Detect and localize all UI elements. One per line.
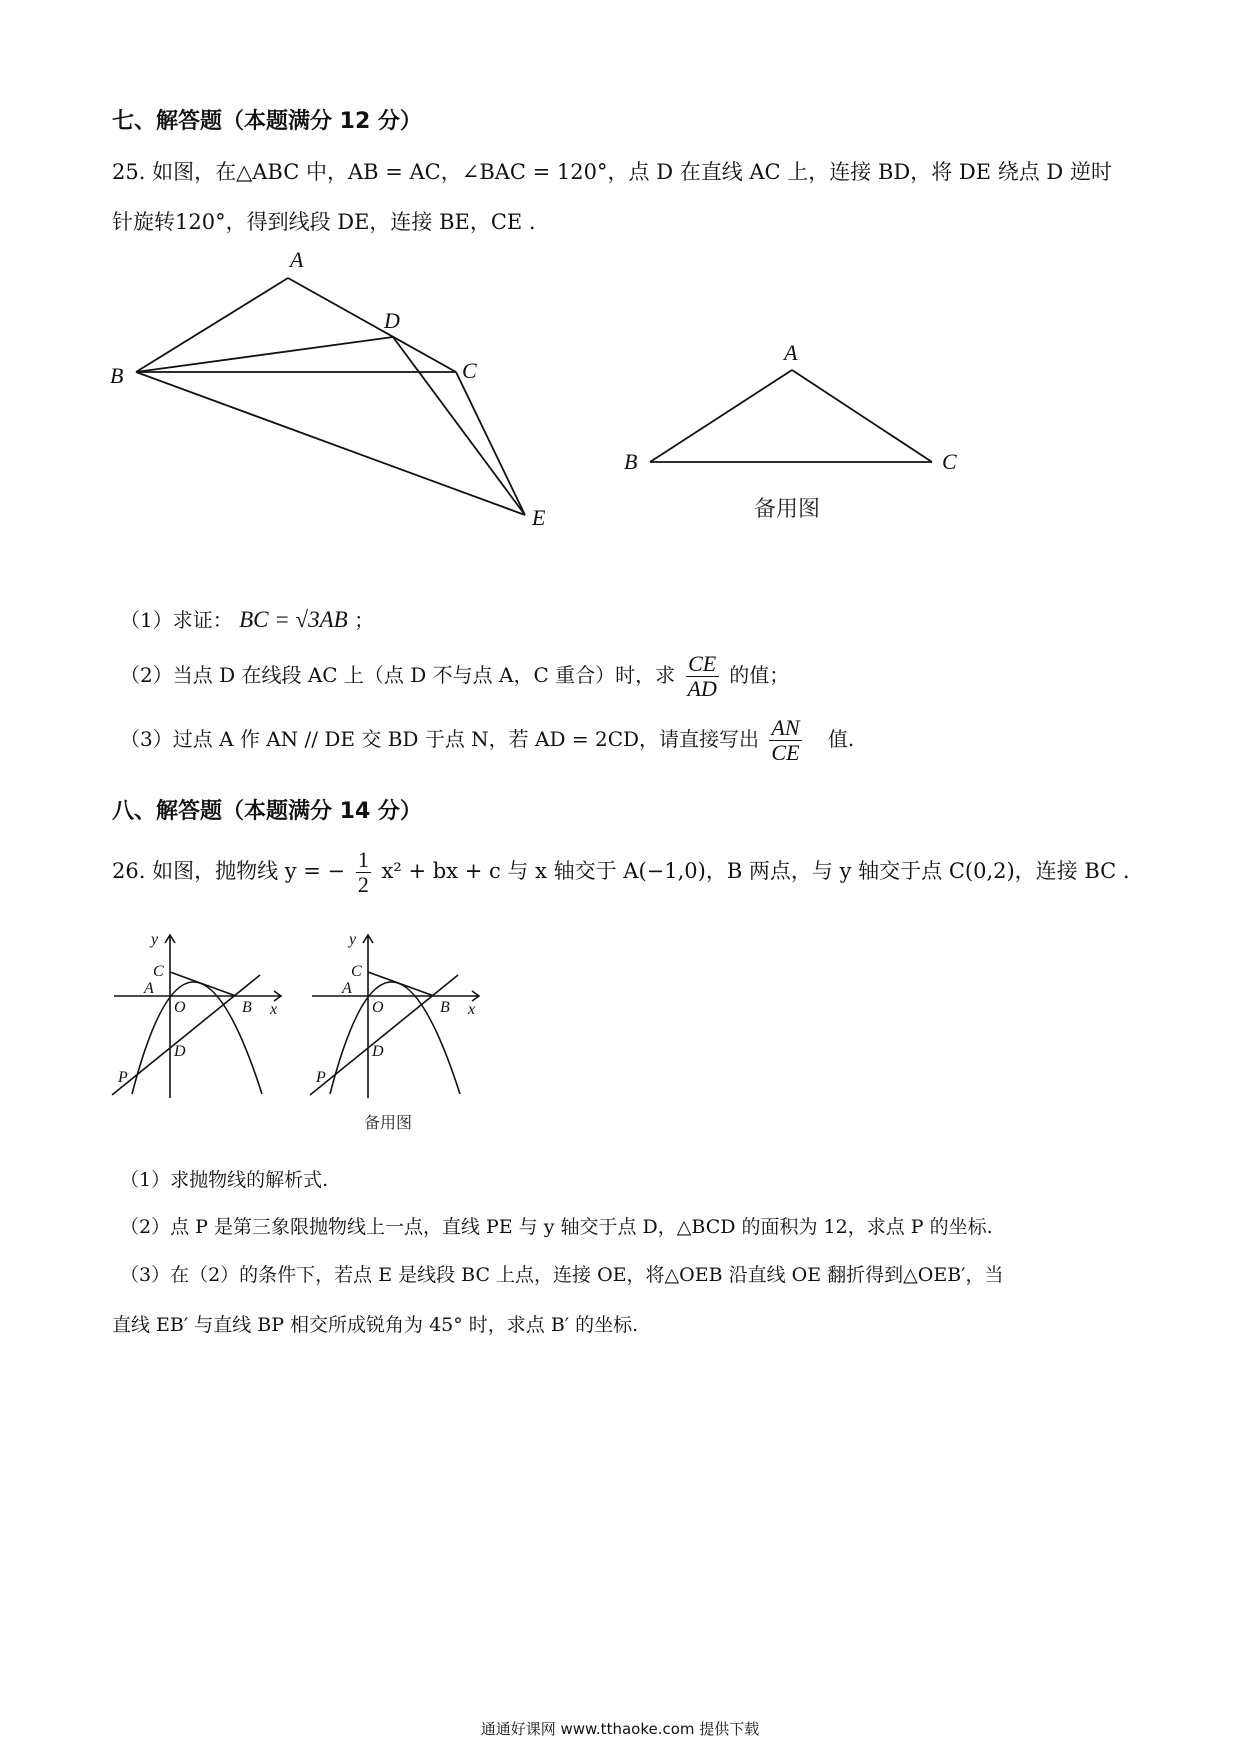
segment-de — [393, 337, 525, 515]
segment-bd — [136, 337, 393, 372]
q25-main-figure — [100, 240, 580, 540]
spare-graph-label-p: P — [316, 1069, 326, 1086]
q25-part-1-math: BC = √3AB — [239, 607, 348, 632]
spare-graph-label-c: C — [351, 963, 362, 980]
q26-stem — [112, 848, 1130, 897]
graph-label-b: B — [242, 999, 252, 1016]
q25-part-3-prefix: （3）过点 A 作 AN // DE 交 BD 于点 N，若 AD = 2CD，请直接写出 — [120, 727, 760, 752]
q25-part-1-prefix: （1）求证： — [120, 608, 233, 632]
spare-label-a: A — [784, 340, 798, 365]
segment-ac — [288, 278, 456, 372]
graph-label-y: y — [151, 931, 159, 948]
q25-part-3-fraction — [769, 716, 801, 765]
spare-graph-label-o: O — [372, 999, 384, 1016]
graph-label-p: P — [118, 1069, 128, 1086]
q25-part-2-prefix: （2）当点 D 在线段 AC 上（点 D 不与点 A，C 重合）时，求 — [120, 663, 676, 688]
label-a: A — [290, 247, 304, 272]
q26-part-3-line-1: （3）在（2）的条件下，若点 E 是线段 BC 上点，连接 OE，将△OEB 沿直线 OE 翻折得到△OEB′，当 — [120, 1264, 1004, 1286]
q26-stem-suffix: x² + bx + c 与 x 轴交于 A(−1,0)，B 两点，与 y 轴交于点 C(0,2)，连接 BC . — [381, 859, 1130, 884]
line-pb — [112, 975, 260, 1095]
spare-graph-label-b: B — [440, 999, 450, 1016]
graph-label-c: C — [153, 963, 164, 980]
q26-part-1: （1）求抛物线的解析式. — [120, 1169, 329, 1191]
segment-ba — [136, 278, 288, 372]
label-b: B — [110, 363, 124, 388]
q25-part-3-denominator: CE — [771, 740, 800, 766]
q25-part-3-suffix: 值. — [827, 727, 855, 752]
spare-label-c: C — [942, 449, 957, 474]
graph-label-a: A — [144, 980, 154, 997]
q25-spare-figure — [610, 340, 980, 530]
q26-stem-numerator: 1 — [357, 847, 369, 872]
spare-figure-caption: 备用图 — [754, 497, 821, 522]
spare-graph-label-y: y — [349, 931, 357, 948]
spare-line-pb — [310, 975, 458, 1095]
q25-part-3 — [120, 716, 854, 765]
q26-stem-fraction — [356, 848, 371, 897]
section-7-heading: 七、解答题（本题满分 12 分） — [112, 109, 422, 134]
spare-segment-cb — [368, 972, 434, 996]
footer-source: 通通好课网 www.tthaoke.com 提供下载 — [480, 1720, 760, 1738]
q25-part-2-fraction — [686, 652, 719, 701]
q25-part-2-numerator: CE — [686, 652, 719, 677]
spare-graph-label-x: x — [468, 1001, 476, 1018]
graph-label-o: O — [174, 999, 186, 1016]
q25-part-2 — [120, 652, 789, 701]
spare-graph-label-d: D — [372, 1043, 384, 1060]
q26-stem-denominator: 2 — [357, 872, 369, 898]
q25-part-2-denominator: AD — [687, 676, 717, 702]
q26-part-2: （2）点 P 是第三象限抛物线上一点，直线 PE 与 y 轴交于点 D，△BCD 的面积为 12，求点 P 的坐标. — [120, 1216, 993, 1238]
spare-graph-caption: 备用图 — [364, 1113, 413, 1132]
spare-segment-ba — [650, 370, 792, 462]
q26-part-3-line-2: 直线 EB′ 与直线 BP 相交所成锐角为 45° 时，求点 B′ 的坐标. — [112, 1314, 639, 1336]
q25-part-2-suffix: 的值； — [729, 663, 790, 688]
label-c: C — [462, 358, 477, 383]
graph-label-d: D — [174, 1043, 186, 1060]
q26-main-graph — [110, 930, 290, 1110]
q26-spare-graph — [308, 930, 488, 1140]
q25-stem-line-2: 针旋转120°，得到线段 DE，连接 BE，CE . — [112, 210, 536, 234]
q25-part-3-numerator: AN — [771, 715, 800, 740]
section-8-heading: 八、解答题（本题满分 14 分） — [112, 799, 422, 824]
graph-label-x: x — [270, 1001, 278, 1018]
spare-graph-label-a: A — [342, 980, 352, 997]
spare-segment-ac — [792, 370, 932, 462]
q25-part-1 — [120, 604, 374, 633]
label-e: E — [532, 505, 546, 530]
q25-part-1-suffix: ； — [354, 608, 375, 632]
q26-stem-prefix: 26. 如图，抛物线 y = − — [112, 859, 346, 884]
spare-label-b: B — [624, 449, 638, 474]
label-d: D — [384, 308, 400, 333]
segment-cb — [170, 972, 236, 996]
q25-stem-line-1: 25. 如图，在△ABC 中，AB = AC，∠BAC = 120°，点 D 在直线 AC 上，连接 BD，将 DE 绕点 D 逆时 — [112, 160, 1112, 184]
